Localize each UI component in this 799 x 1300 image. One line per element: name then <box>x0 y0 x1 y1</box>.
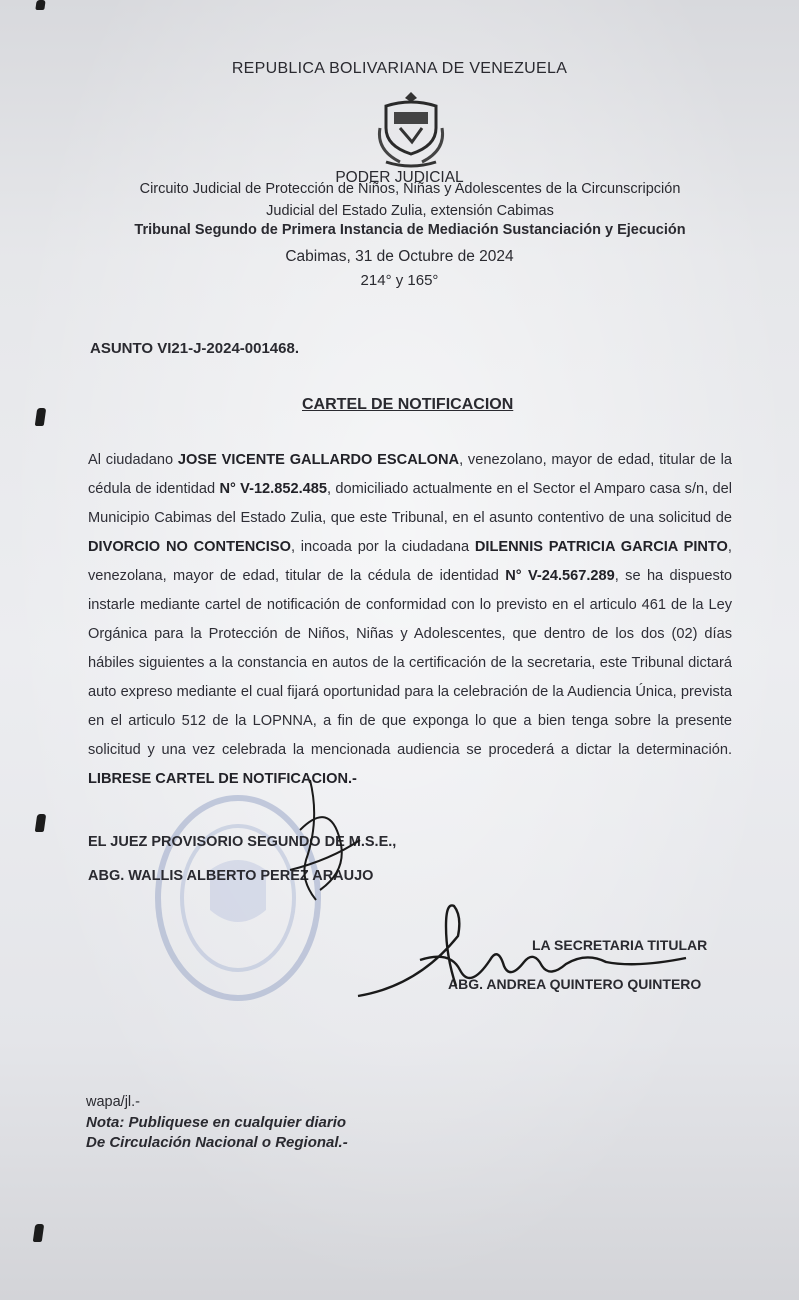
circuito-line-2: Judicial del Estado Zulia, extensión Cabimas <box>266 203 554 219</box>
tribunal-heading: Tribunal Segundo de Primera Instancia de Mediación Sustanciación y Ejecución <box>134 222 686 238</box>
judge-title: EL JUEZ PROVISORIO SEGUNDO DE M.S.E., <box>88 834 397 850</box>
punch-hole-icon <box>35 814 47 832</box>
years-line: 214° y 165° <box>360 272 439 289</box>
punch-hole-icon <box>35 408 47 426</box>
poder-judicial-heading: PODER JUDICIAL <box>335 169 464 186</box>
circuito-line-1: Circuito Judicial de Protección de Niños, Niñas y Adolescentes de la Circunscripción <box>139 181 681 197</box>
judge-name: ABG. WALLIS ALBERTO PEREZ ARAUJO <box>88 868 374 884</box>
secretary-title: LA SECRETARIA TITULAR <box>532 937 708 953</box>
name-applicant: DILENNIS PATRICIA GARCIA PINTO <box>474 539 728 555</box>
document-title: CARTEL DE NOTIFICACION <box>302 396 514 413</box>
publication-note <box>86 1113 348 1153</box>
coat-of-arms-icon <box>372 88 450 168</box>
closing-statement: LIBRESE CARTEL DE NOTIFICACION.- <box>88 771 357 787</box>
case-number: ASUNTO VI21-J-2024-001468. <box>90 340 300 357</box>
body-text: , se ha dispuesto instarle mediante cartel de notificación de conformidad con lo previsto en el articulo 461 de la Ley Orgánica para la Protección de Niños, Niñas y Adolescentes, que dentro de los dos (02) días hábiles siguientes a la constancia en autos de la certificación de la secretaria, este Tribunal dictará auto expreso mediante el cual fijará oportunidad para la celebración de la Audiencia Única, prevista en el articulo 512 de la LOPNNA, a fin de que exponga lo que a bien tenga sobre la presente solicitud y una vez celebrada la mencionada audiencia se procederá a dictar la determinación. <box>88 568 732 758</box>
body-text: Al ciudadano <box>88 452 178 468</box>
note-line-2: De Circulación Nacional o Regional.- <box>86 1134 348 1151</box>
punch-hole-icon <box>33 1224 45 1242</box>
punch-hole-icon <box>35 0 45 10</box>
judge-signature-icon <box>280 770 370 910</box>
note-line-1: Nota: Publiquese en cualquier diario <box>86 1114 347 1131</box>
secretary-signature-icon <box>350 900 700 1010</box>
name-recipient: JOSE VICENTE GALLARDO ESCALONA <box>177 452 460 468</box>
notification-body <box>88 446 732 794</box>
body-text: , venezolano, mayor de edad, titular de la cédula de identidad <box>88 452 732 497</box>
case-type: DIVORCIO NO CONTENCISO <box>88 539 291 555</box>
date-line: Cabimas, 31 de Octubre de 2024 <box>285 248 514 265</box>
republic-heading: REPUBLICA BOLIVARIANA DE VENEZUELA <box>231 60 568 77</box>
body-text: , venezolana, mayor de edad, titular de la cédula de identidad <box>88 539 732 584</box>
initials: wapa/jl.- <box>86 1094 140 1110</box>
body-text: , domiciliado actualmente en el Sector el Amparo casa s/n, del Municipio Cabimas del Estado Zulia, que este Tribunal, en el asunto contentivo de una solicitud de <box>88 481 733 526</box>
id-applicant: N° V-24.567.289 <box>505 568 615 584</box>
body-text: , incoada por la ciudadana <box>290 539 475 555</box>
id-recipient: N° V-12.852.485 <box>219 481 327 497</box>
secretary-name: ABG. ANDREA QUINTERO QUINTERO <box>448 976 702 992</box>
